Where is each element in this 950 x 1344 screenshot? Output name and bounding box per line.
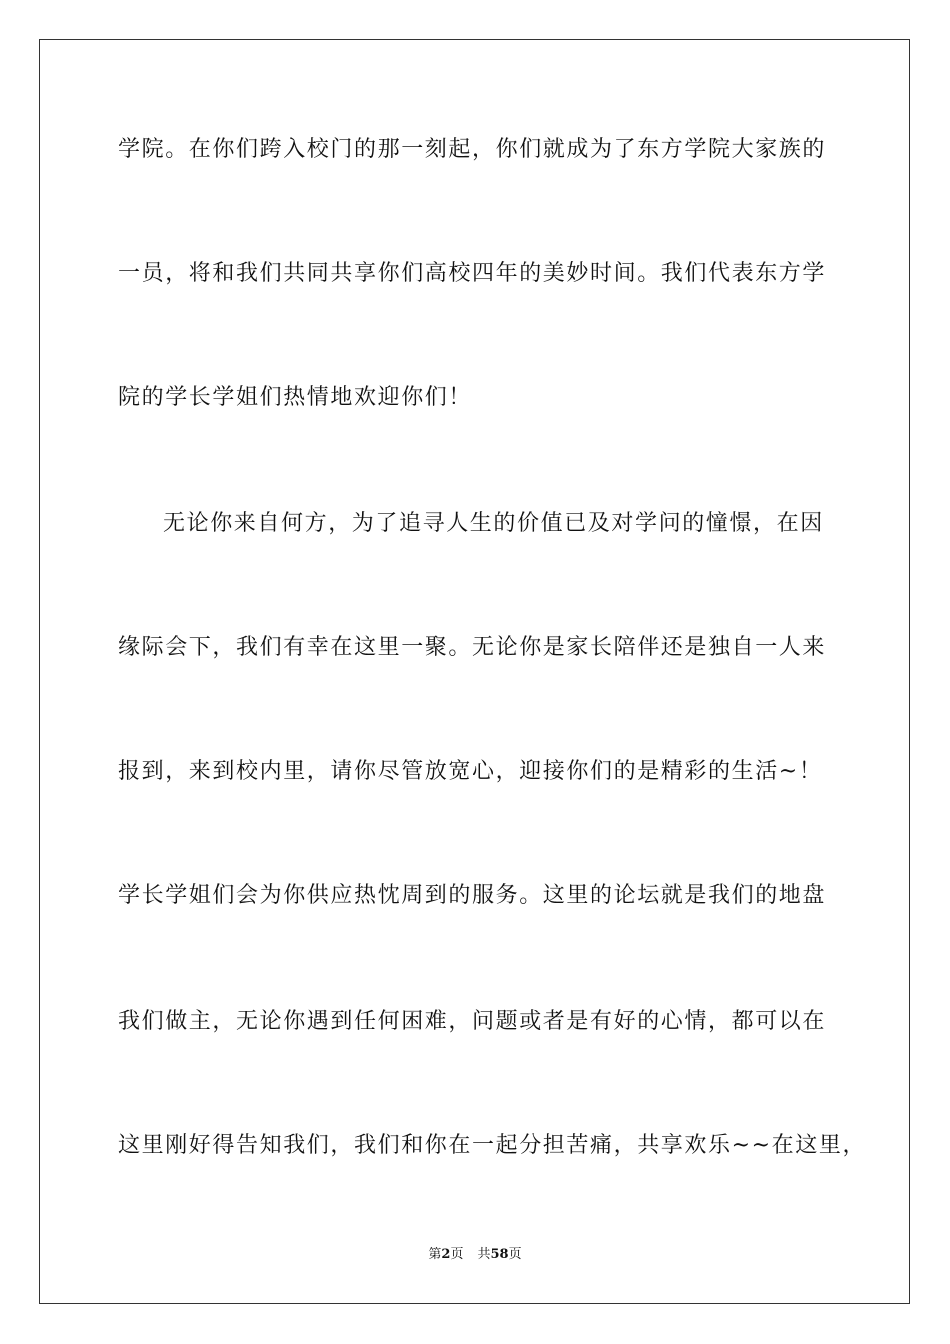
total-suffix: 页 bbox=[508, 1247, 522, 1262]
body-text-line-1: 学院。在你们跨入校门的那一刻起，你们就成为了东方学院大家族的 bbox=[118, 137, 827, 162]
body-text-line-3: 院的学长学姐们热情地欢迎你们！ bbox=[118, 385, 473, 410]
body-text-line-9: 这里刚好得告知我们，我们和你在一起分担苦痛，共享欢乐~~在这里， bbox=[118, 1133, 867, 1158]
total-pages: 58 bbox=[490, 1247, 509, 1262]
body-text-line-2: 一员，将和我们共同共享你们高校四年的美妙时间。我们代表东方学 bbox=[118, 261, 827, 286]
body-text-line-5: 缘际会下，我们有幸在这里一聚。无论你是家长陪伴还是独自一人来 bbox=[118, 635, 827, 660]
body-text-line-6: 报到，来到校内里，请你尽管放宽心，迎接你们的是精彩的生活~！ bbox=[118, 759, 823, 784]
body-text-line-7: 学长学姐们会为你供应热忱周到的服务。这里的论坛就是我们的地盘 bbox=[118, 883, 827, 908]
page-number: 2 bbox=[441, 1247, 451, 1262]
body-text-line-8: 我们做主，无论你遇到任何困难，问题或者是有好的心情，都可以在 bbox=[118, 1009, 827, 1034]
body-text-line-4: 无论你来自何方，为了追寻人生的价值已及对学问的憧憬，在因 bbox=[163, 511, 824, 536]
page-border bbox=[39, 39, 910, 1304]
page-suffix: 页 bbox=[450, 1247, 464, 1262]
total-prefix: 共 bbox=[477, 1247, 491, 1262]
page-prefix: 第 bbox=[428, 1247, 442, 1262]
page-footer bbox=[0, 1246, 950, 1264]
